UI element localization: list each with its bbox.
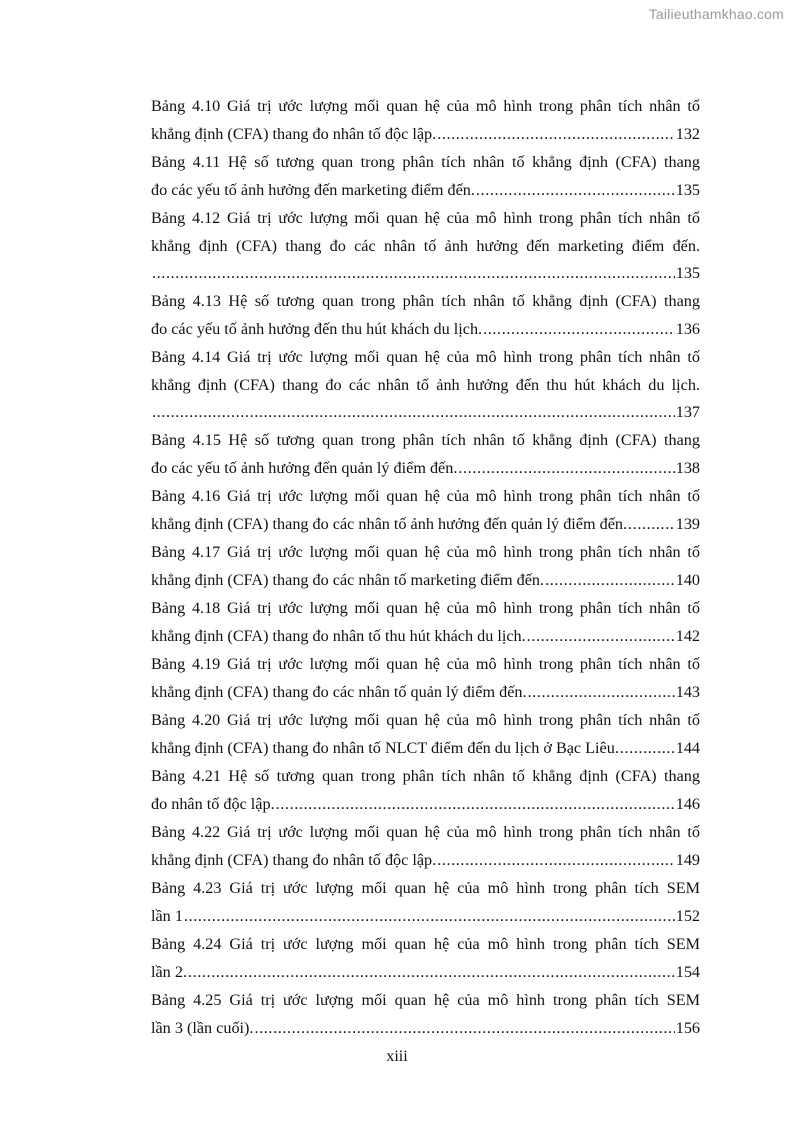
toc-entry-title-continued: khẳng định (CFA) thang đo các nhân tố quản lý điểm đến. (151, 682, 527, 701)
leader-dots (620, 735, 675, 763)
toc-entry[interactable] (151, 707, 700, 762)
toc-entry-page: 136 (675, 319, 700, 338)
toc-entry-page: 142 (675, 626, 700, 645)
toc-entry-page: 154 (675, 962, 700, 981)
toc-entry-title: Bảng 4.21 Hệ số tương quan trong phân tích nhân tố khẳng định (CFA) thang (151, 767, 700, 785)
toc-entry-title: Bảng 4.13 Hệ số tương quan trong phân tích nhân tố khẳng định (CFA) thang (151, 292, 700, 310)
toc-entry-title-continued: lần 3 (lần cuối). (151, 1018, 254, 1037)
toc-entry-title: Bảng 4.18 Giá trị ước lượng mối quan hệ của mô hình trong phân tích nhân tố (151, 599, 700, 617)
toc-entry-title: Bảng 4.15 Hệ số tương quan trong phân tích nhân tố khẳng định (CFA) thang (151, 431, 700, 449)
toc-entry-title-continued: khẳng định (CFA) thang đo nhân tố thu hút khách du lịch. (151, 626, 526, 645)
leader-dots (458, 455, 674, 483)
toc-entry-title-continued: đo các yếu tố ảnh hưởng đến quản lý điểm đến. (151, 458, 458, 477)
toc-entry[interactable] (151, 149, 700, 204)
toc-entry-page: 137 (675, 403, 700, 421)
leader-dots (276, 791, 675, 819)
toc-entry-title: Bảng 4.16 Giá trị ước lượng mối quan hệ của mô hình trong phân tích nhân tố (151, 487, 700, 505)
list-of-tables (151, 93, 700, 1043)
leader-dots (528, 679, 675, 707)
toc-entry-page: 135 (675, 180, 700, 199)
toc-entry-title: Bảng 4.14 Giá trị ước lượng mối quan hệ của mô hình trong phân tích nhân tố (151, 348, 700, 366)
toc-entry-title: Bảng 4.12 Giá trị ước lượng mối quan hệ của mô hình trong phân tích nhân tố (151, 209, 700, 227)
toc-entry-title-continued: khẳng định (CFA) thang đo các nhân tố marketing điểm đến. (151, 570, 545, 589)
toc-entry[interactable] (151, 651, 700, 706)
toc-entry-title-continued: khẳng định (CFA) thang đo các nhân tố ảnh hưởng đến thu hút khách du lịch. (151, 375, 700, 394)
toc-entry-page: 135 (675, 264, 700, 282)
toc-entry-page: 144 (675, 738, 700, 757)
toc-entry-title: Bảng 4.25 Giá trị ước lượng mối quan hệ của mô hình trong phân tích SEM (151, 991, 700, 1009)
toc-entry-page: 140 (675, 570, 700, 589)
toc-entry[interactable] (151, 205, 700, 287)
leader-dots (483, 316, 675, 344)
toc-entry-title-continued: khẳng định (CFA) thang đo nhân tố NLCT điểm đến du lịch ở Bạc Liêu. (151, 738, 619, 757)
toc-entry[interactable] (151, 987, 700, 1042)
toc-entry-page: 132 (675, 124, 700, 143)
toc-entry[interactable] (151, 539, 700, 594)
toc-entry[interactable] (151, 483, 700, 538)
toc-entry-title-continued: khẳng định (CFA) thang đo các nhân tố ảnh hưởng đến marketing điểm đến. (151, 236, 700, 255)
toc-entry-title: Bảng 4.20 Giá trị ước lượng mối quan hệ của mô hình trong phân tích nhân tố (151, 711, 700, 729)
toc-entry[interactable] (151, 93, 700, 148)
toc-entry-page: 156 (675, 1018, 700, 1037)
toc-entry-title: Bảng 4.23 Giá trị ước lượng mối quan hệ của mô hình trong phân tích SEM (151, 879, 700, 897)
toc-entry-page: 139 (675, 514, 700, 533)
toc-entry-title-continued: lần 2. (151, 962, 187, 981)
leader-dots (254, 1015, 674, 1043)
leader-dots (184, 903, 675, 931)
toc-entry[interactable] (151, 595, 700, 650)
toc-entry-title: Bảng 4.11 Hệ số tương quan trong phân tích nhân tố khẳng định (CFA) thang (151, 153, 700, 171)
toc-entry-title-continued: khẳng định (CFA) thang đo các nhân tố ảnh hưởng đến quản lý điểm đến. (151, 514, 628, 533)
toc-entry-title-continued: đo nhân tố độc lập. (151, 794, 275, 813)
toc-entry[interactable] (151, 427, 700, 482)
toc-entry-title-continued: đo các yếu tố ảnh hưởng đến thu hút khách du lịch. (151, 319, 483, 338)
toc-entry-title-continued: lần 1 (151, 906, 183, 925)
toc-entry[interactable] (151, 819, 700, 874)
toc-entry-page: 143 (675, 682, 700, 701)
toc-entry[interactable] (151, 931, 700, 986)
leader-dots (437, 847, 675, 875)
toc-entry-page: 146 (675, 794, 700, 813)
toc-entry-page: 152 (675, 906, 700, 925)
leader-dots (437, 121, 675, 149)
toc-entry-title: Bảng 4.24 Giá trị ước lượng mối quan hệ của mô hình trong phân tích SEM (151, 935, 700, 953)
leader-dots (152, 260, 675, 288)
leader-dots (628, 511, 675, 539)
leader-dots (152, 399, 675, 427)
toc-entry-title: Bảng 4.19 Giá trị ước lượng mối quan hệ của mô hình trong phân tích nhân tố (151, 655, 700, 673)
toc-entry[interactable] (151, 344, 700, 426)
leader-dots (527, 623, 675, 651)
toc-entry[interactable] (151, 875, 700, 930)
leader-dots (476, 177, 675, 205)
page-number: xiii (386, 1048, 408, 1065)
toc-entry[interactable] (151, 763, 700, 818)
toc-entry-title-continued: khẳng định (CFA) thang đo nhân tố độc lập. (151, 850, 437, 869)
toc-entry-title: Bảng 4.10 Giá trị ước lượng mối quan hệ của mô hình trong phân tích nhân tố (151, 97, 700, 115)
toc-entry-page: 149 (675, 850, 700, 869)
toc-entry-title-continued: khẳng định (CFA) thang đo nhân tố độc lập. (151, 124, 437, 143)
leader-dots (545, 567, 675, 595)
toc-entry-page: 138 (675, 458, 700, 477)
toc-entry-title: Bảng 4.22 Giá trị ước lượng mối quan hệ của mô hình trong phân tích nhân tố (151, 823, 700, 841)
toc-entry[interactable] (151, 288, 700, 343)
toc-entry-title-continued: đo các yếu tố ảnh hưởng đến marketing điểm đến. (151, 180, 475, 199)
watermark-text: Tailieuthamkhao.com (648, 6, 784, 22)
leader-dots (188, 959, 675, 987)
toc-entry-title: Bảng 4.17 Giá trị ước lượng mối quan hệ của mô hình trong phân tích nhân tố (151, 543, 700, 561)
